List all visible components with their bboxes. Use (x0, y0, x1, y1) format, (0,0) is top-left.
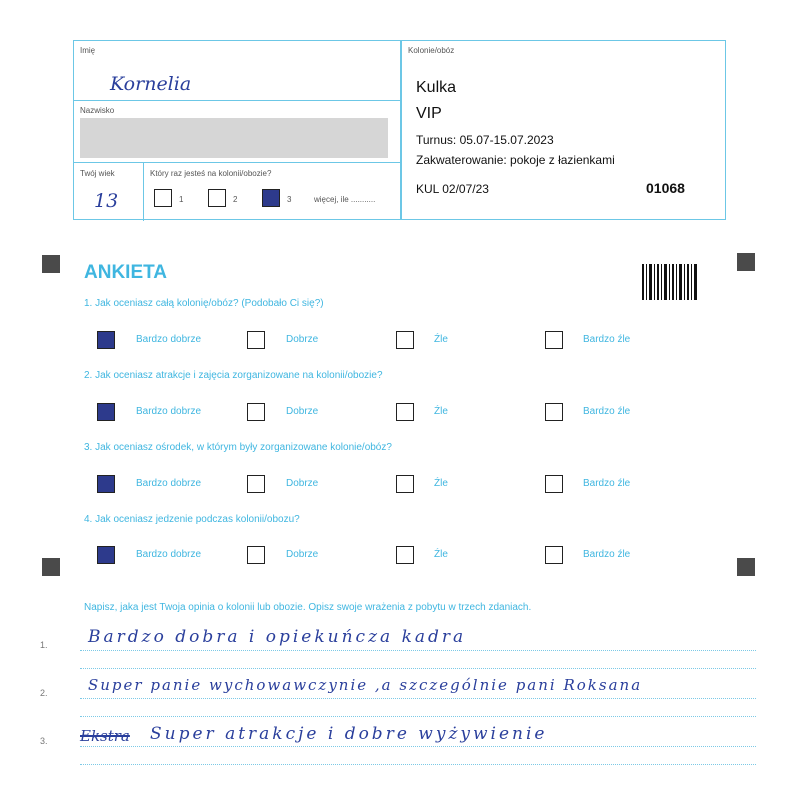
barcode-icon (642, 264, 698, 300)
camp-code: KUL 02/07/23 (416, 182, 489, 196)
survey-title: ANKIETA (84, 262, 168, 283)
registration-marker-top-right (737, 253, 755, 271)
registration-marker-bottom-right (737, 558, 755, 576)
times-checkbox-1[interactable] (154, 189, 172, 207)
q4-option-bardzo-dobrze-label: Bardzo dobrze (136, 549, 202, 560)
q3-option-dobrze-checkbox[interactable] (247, 475, 265, 493)
q1-option-bardzo-zle-label: Bardzo źle (583, 334, 631, 345)
age-label: Twój wiek (80, 169, 115, 178)
q4-option-bardzo-dobrze-checkbox[interactable] (97, 546, 115, 564)
question-1-text: 1. Jak oceniasz całą kolonię/obóz? (Podobało Ci się?) (84, 298, 324, 309)
q1-option-bardzo-dobrze-checkbox[interactable] (97, 331, 115, 349)
q2-option-bardzo-zle-label: Bardzo źle (583, 406, 631, 417)
answer-3-dotted-line-2 (80, 764, 756, 765)
answer-1-text: Bardzo dobra i opiekuńcza kadra (88, 627, 467, 647)
q2-option-dobrze-checkbox[interactable] (247, 403, 265, 421)
q1-option-zle-checkbox[interactable] (396, 331, 414, 349)
answer-3-text: Super atrakcje i dobre wyżywienie (150, 724, 548, 744)
q2-option-bardzo-dobrze-checkbox[interactable] (97, 403, 115, 421)
times-more-label: więcej, ile ........... (314, 195, 376, 204)
q3-option-bardzo-dobrze-label: Bardzo dobrze (136, 478, 202, 489)
q3-option-bardzo-zle-checkbox[interactable] (545, 475, 563, 493)
answer-3-crossed-word: Ekstra (80, 727, 130, 745)
q1-option-dobrze-label: Dobrze (286, 334, 319, 345)
q1-option-bardzo-dobrze-label: Bardzo dobrze (136, 334, 202, 345)
q4-option-bardzo-zle-checkbox[interactable] (545, 546, 563, 564)
form-number: 01068 (646, 180, 685, 196)
lodging-text: Zakwaterowanie: pokoje z łazienkami (416, 153, 615, 167)
surname-label: Nazwisko (80, 106, 115, 115)
question-4-text: 4. Jak oceniasz jedzenie podczas kolonii/obozu? (84, 514, 300, 525)
q2-option-bardzo-dobrze-label: Bardzo dobrze (136, 406, 202, 417)
q4-option-zle-checkbox[interactable] (396, 546, 414, 564)
q3-option-zle-checkbox[interactable] (396, 475, 414, 493)
answer-3-number: 3. (40, 736, 48, 746)
name-label: Imię (80, 46, 96, 55)
answer-2-dotted-line (80, 698, 756, 699)
times-field (144, 163, 400, 221)
q4-option-bardzo-zle-label: Bardzo źle (583, 549, 631, 560)
answer-2-dotted-line-2 (80, 716, 756, 717)
answer-1-dotted-line-2 (80, 668, 756, 669)
times-checkbox-3[interactable] (262, 189, 280, 207)
q1-option-dobrze-checkbox[interactable] (247, 331, 265, 349)
name-field[interactable] (74, 41, 400, 101)
answer-3-dotted-line (80, 746, 756, 747)
times-label: Który raz jesteś na kolonii/obozie? (150, 169, 272, 178)
header-form (73, 40, 726, 220)
surname-field[interactable] (74, 101, 400, 163)
q1-option-bardzo-zle-checkbox[interactable] (545, 331, 563, 349)
q1-option-zle-label: Źle (434, 334, 448, 345)
opinion-prompt: Napisz, jaka jest Twoja opinia o kolonii lub obozie. Opisz swoje wrażenia z pobytu w trzech zdaniach. (84, 602, 532, 613)
times-checkbox-2[interactable] (208, 189, 226, 207)
question-2-text: 2. Jak oceniasz atrakcje i zajęcia zorganizowane na kolonii/obozie? (84, 370, 383, 381)
age-value: 13 (94, 190, 119, 212)
times-opt2-label: 2 (233, 195, 238, 204)
q3-option-dobrze-label: Dobrze (286, 478, 319, 489)
q4-option-dobrze-checkbox[interactable] (247, 546, 265, 564)
q3-option-bardzo-zle-label: Bardzo źle (583, 478, 631, 489)
q2-option-dobrze-label: Dobrze (286, 406, 319, 417)
answer-2-number: 2. (40, 688, 48, 698)
registration-marker-top-left (42, 255, 60, 273)
q2-option-zle-label: Źle (434, 406, 448, 417)
camp-label: Kolonie/obóz (408, 46, 455, 55)
camp-type: VIP (416, 105, 442, 122)
question-3-text: 3. Jak oceniasz ośrodek, w którym były zorganizowane kolonie/obóz? (84, 442, 392, 453)
surname-redaction (80, 118, 388, 158)
age-field[interactable] (74, 163, 144, 221)
q4-option-dobrze-label: Dobrze (286, 549, 319, 560)
q3-option-zle-label: Źle (434, 478, 448, 489)
turnus-text: Turnus: 05.07-15.07.2023 (416, 133, 554, 147)
q4-option-zle-label: Źle (434, 549, 448, 560)
camp-name: Kulka (416, 79, 457, 96)
answer-1-dotted-line (80, 650, 756, 651)
answer-1-number: 1. (40, 640, 48, 650)
registration-marker-bottom-left (42, 558, 60, 576)
q2-option-bardzo-zle-checkbox[interactable] (545, 403, 563, 421)
header-divider-vertical (400, 40, 402, 220)
times-opt3-label: 3 (287, 195, 292, 204)
answer-2-text: Super panie wychowawczynie ,a szczególnie pani Roksana (88, 676, 643, 694)
times-opt1-label: 1 (179, 195, 184, 204)
name-value: Kornelia (110, 73, 192, 95)
q3-option-bardzo-dobrze-checkbox[interactable] (97, 475, 115, 493)
q2-option-zle-checkbox[interactable] (396, 403, 414, 421)
